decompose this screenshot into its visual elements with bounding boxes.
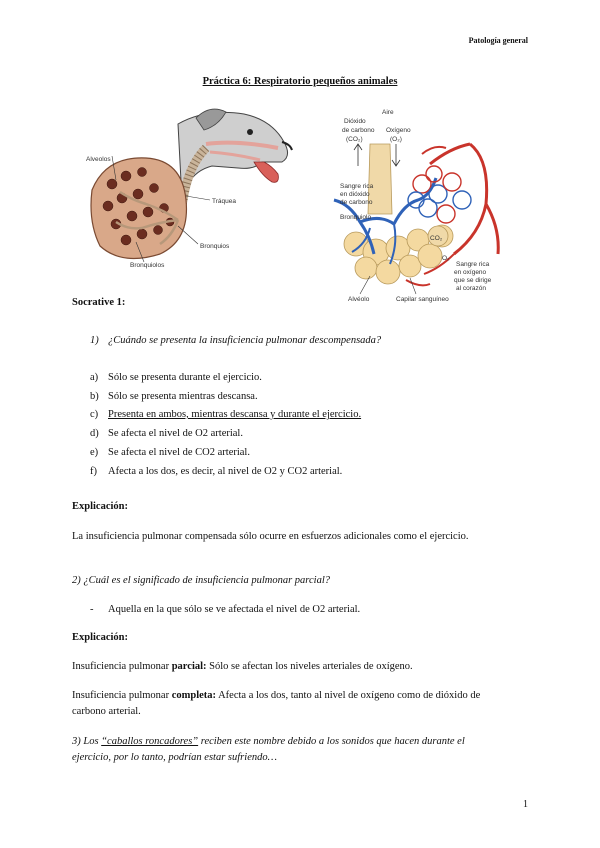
label-o2: (O₂) [390, 136, 402, 143]
option-letter: e) [90, 447, 99, 458]
explanation-text: La insuficiencia pulmonar compensada sólo ocurre en esfuerzos adicionales como el ejercicio. [72, 531, 469, 542]
q3-question-cont: ejercicio, por lo tanto, podrían estar sufriendo… [72, 752, 277, 763]
label-co2-mark: CO₂ [430, 235, 443, 242]
page-number: 1 [523, 799, 528, 810]
q2-question: 2) ¿Cuál es el significado de insuficiencia pulmonar parcial? [72, 575, 330, 586]
explanation-heading-2: Explicación: [72, 632, 129, 643]
dog-respiratory-illustration [86, 104, 298, 272]
label-o2-mark: O₂ [442, 255, 450, 262]
option-letter: a) [90, 372, 99, 383]
label-sangre-rica-3: de carbono [340, 199, 373, 206]
label-sangre-oxi-2: en oxígeno [454, 269, 487, 276]
label-aire: Aire [382, 109, 394, 116]
q1-question: ¿Cuándo se presenta la insuficiencia pulmonar descompensada? [108, 335, 382, 346]
label-capilar: Capilar sanguíneo [396, 296, 449, 303]
option-text: Se afecta el nivel de CO2 arterial. [108, 447, 250, 458]
q2-answer: Aquella en la que sólo se ve afectada el nivel de O2 arterial. [108, 604, 361, 615]
option-letter: f) [90, 466, 97, 477]
explanation-heading: Explicación: [72, 501, 129, 512]
option-text: Sólo se presenta mientras descansa. [108, 391, 258, 402]
option-letter: b) [90, 391, 99, 402]
label-dioxido: Dióxido [344, 118, 366, 125]
label-traquea: Tráquea [212, 198, 236, 205]
label-bronquios: Bronquios [200, 243, 230, 250]
label-sangre-oxi-3: que se dirige [454, 277, 492, 284]
label-sangre-rica-2: en dióxido [340, 191, 370, 198]
option-text: Afecta a los dos, es decir, al nivel de O2 y CO2 arterial. [108, 466, 343, 477]
alveoli-capillary-illustration [330, 104, 510, 306]
option-letter: c) [90, 409, 99, 420]
option-letter: d) [90, 428, 99, 439]
option-text-correct: Presenta en ambos, mientras descansa y durante el ejercicio. [108, 409, 362, 420]
label-de-carbono: de carbono [342, 127, 375, 134]
explanation-completa-cont: carbono arterial. [72, 706, 141, 717]
label-co2: (CO₂) [346, 136, 363, 143]
page-title: Práctica 6: Respiratorio pequeños animales [202, 76, 398, 87]
label-alveolo: Alvéolo [348, 296, 370, 303]
label-bronquiolos: Bronquiolos [130, 262, 165, 269]
q3-question: 3) Los “caballos roncadores” reciben este nombre debido a los sonidos que hacen durante el [72, 736, 465, 747]
q2-bullet: - [90, 604, 94, 615]
header-subject: Patología general [468, 36, 528, 45]
label-oxigeno: Oxígeno [386, 127, 411, 134]
socrative-heading: Socrative 1: [72, 297, 126, 308]
label-sangre-oxi-1: Sangre rica [456, 261, 490, 268]
option-text: Se afecta el nivel de O2 arterial. [108, 428, 243, 439]
label-alveolos: Alveolos [86, 156, 111, 163]
label-sangre-rica-1: Sangre rica [340, 183, 374, 190]
label-sangre-oxi-4: al corazón [456, 285, 486, 292]
q1-number: 1) [90, 335, 99, 346]
label-bronquiolo: Bronquiolo [340, 214, 372, 221]
option-text: Sólo se presenta durante el ejercicio. [108, 372, 262, 383]
explanation-parcial: Insuficiencia pulmonar parcial: Sólo se afectan los niveles arteriales de oxígeno. [72, 661, 413, 672]
explanation-completa: Insuficiencia pulmonar completa: Afecta a los dos, tanto al nivel de oxígeno como de dióxido de [72, 690, 481, 701]
